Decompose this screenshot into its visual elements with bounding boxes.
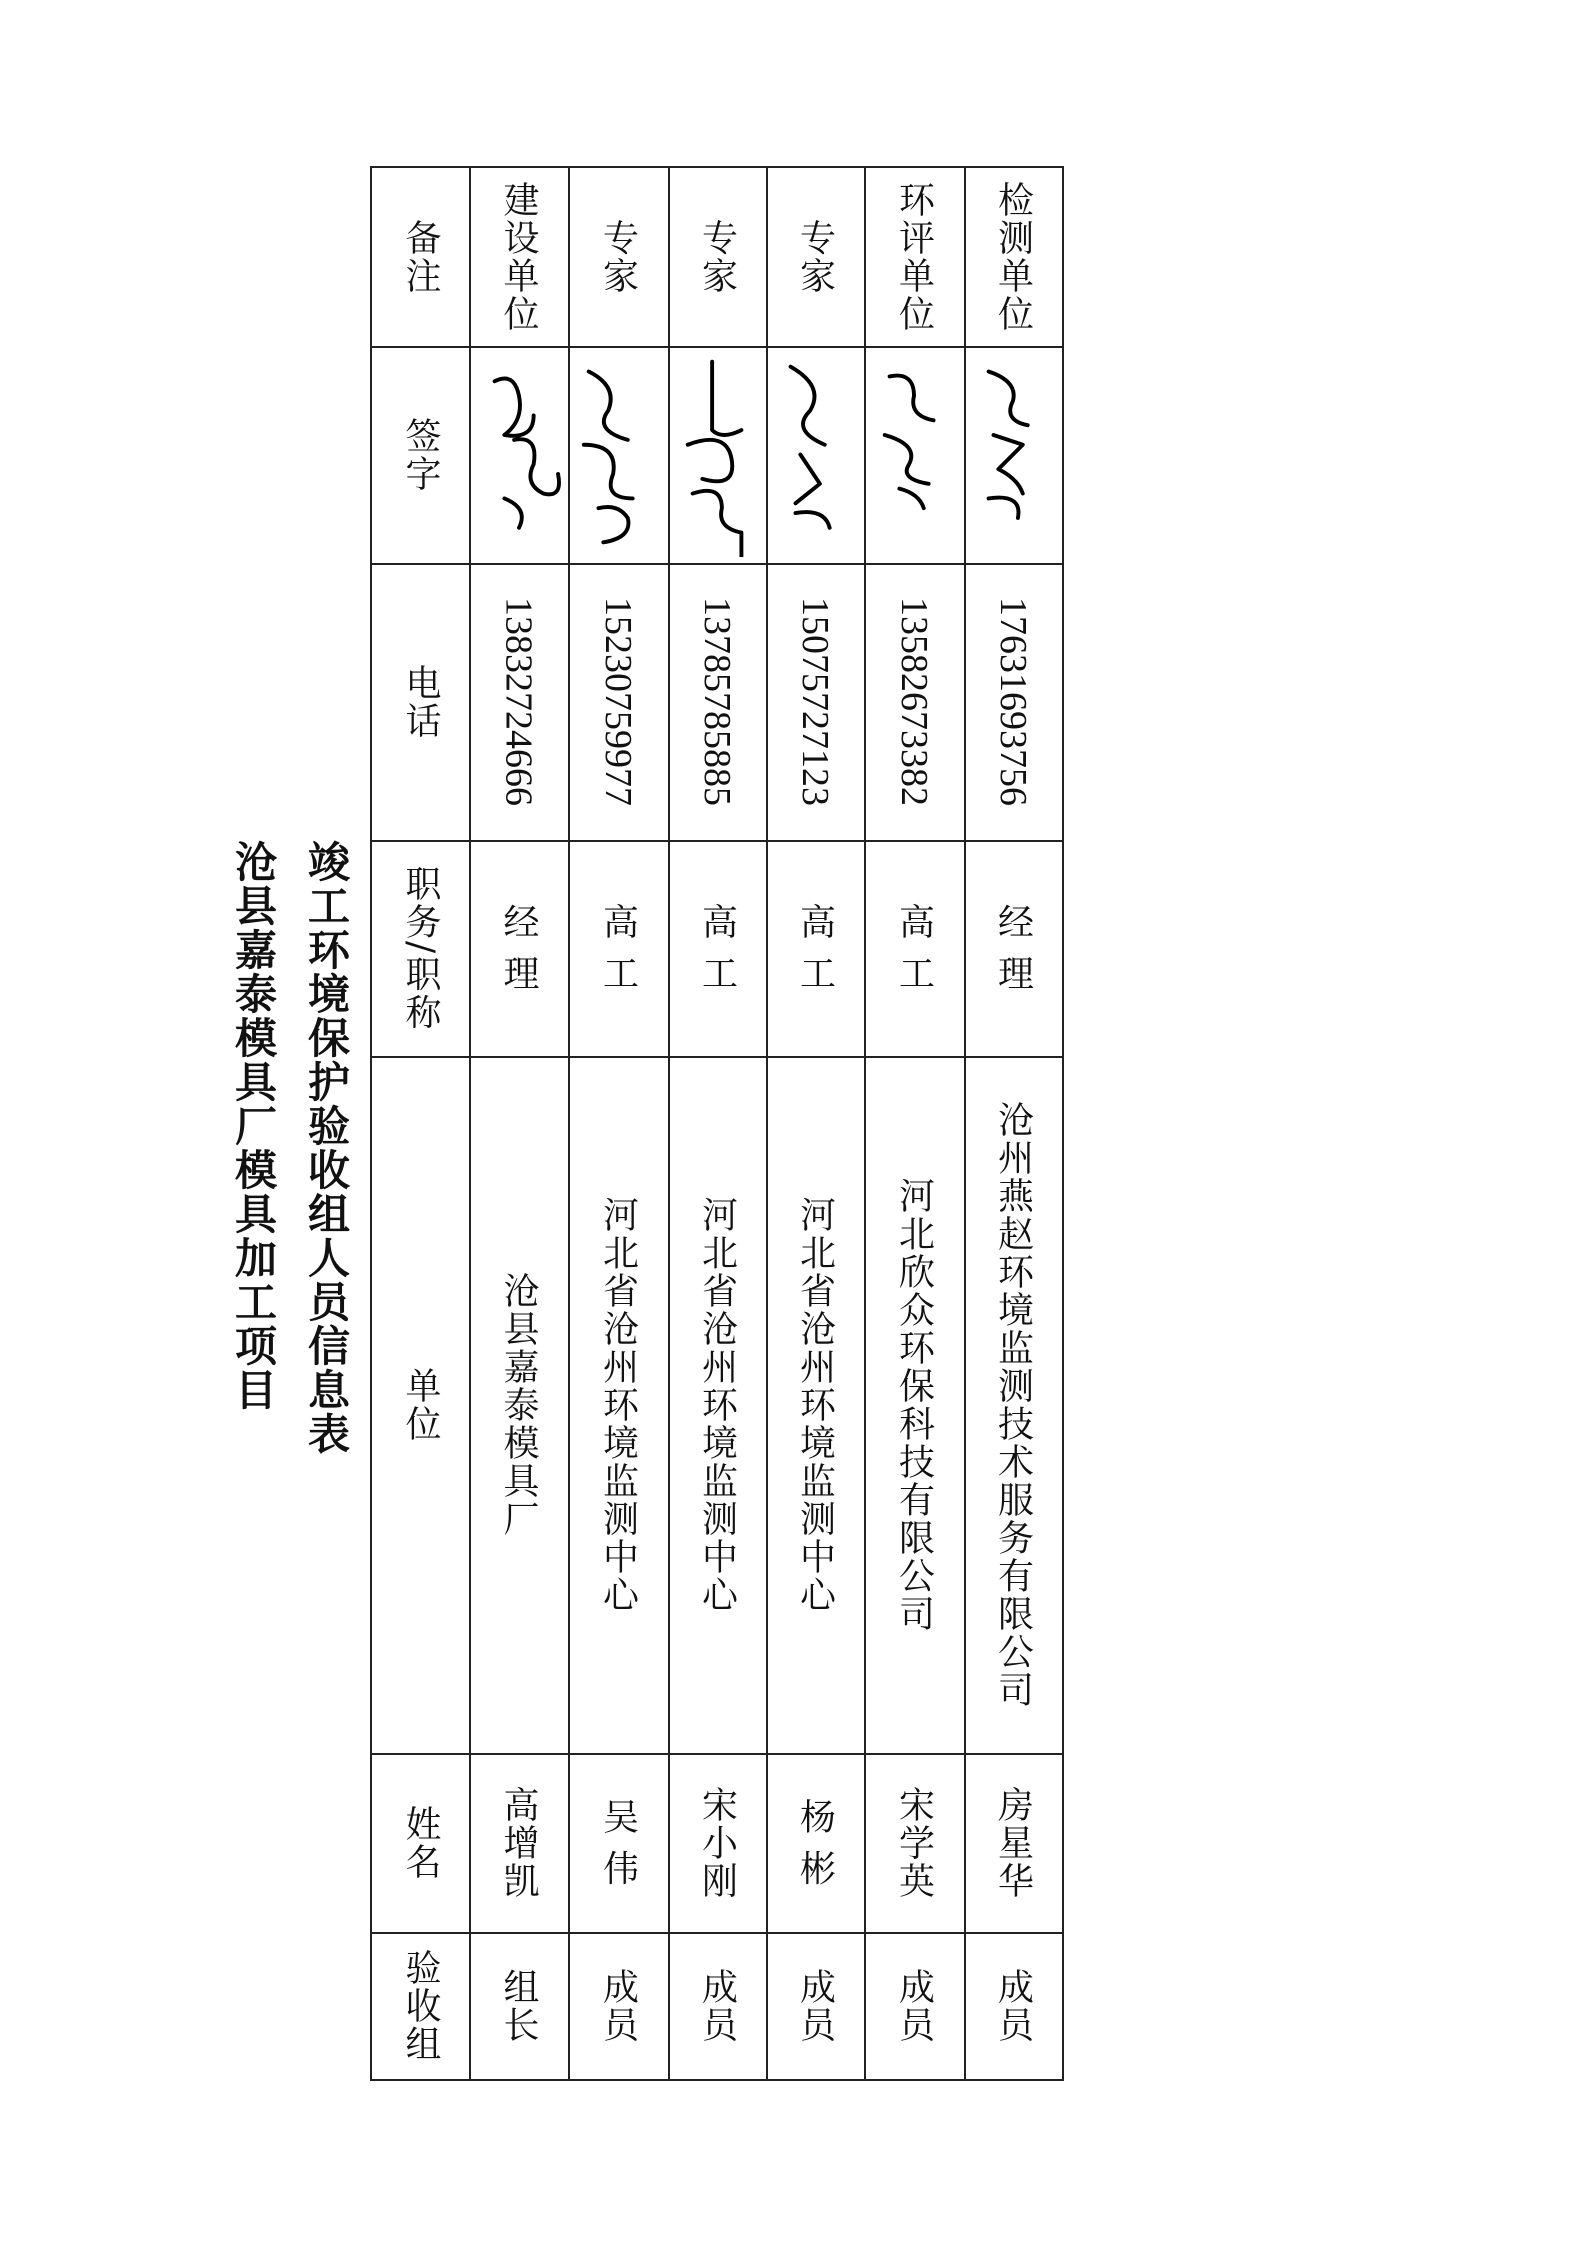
row-position <box>469 840 568 1056</box>
row-position-text: 经 理 <box>992 903 1034 993</box>
signature-stroke <box>688 362 742 557</box>
row-group-text: 成员 <box>597 1967 639 2044</box>
row-unit-text: 河北省沧州环境监测中心 <box>696 1195 738 1614</box>
row-unit-text: 河北省沧州环境监测中心 <box>794 1195 836 1614</box>
signature-stroke <box>791 367 830 528</box>
row-remark <box>964 168 1062 346</box>
header-signature <box>372 346 469 563</box>
header-remark-text: 备注 <box>400 219 441 295</box>
document-title: 沧县嘉泰模具厂模具加工项目 <box>229 840 278 1412</box>
row-name-text: 吴 伟 <box>597 1797 639 1888</box>
row-unit <box>964 1056 1062 1753</box>
row-remark-text: 环评单位 <box>893 181 935 333</box>
row-group-text: 成员 <box>992 1967 1034 2044</box>
row-group <box>766 1932 864 2079</box>
row-phone-text: 17631693756 <box>992 597 1034 806</box>
handwritten-signature <box>870 352 958 557</box>
row-unit-text: 河北欣众环保科技有限公司 <box>893 1176 935 1633</box>
row-remark-text: 专家 <box>794 219 836 295</box>
header-unit <box>372 1056 469 1753</box>
row-group-text: 组长 <box>498 1967 539 2044</box>
acceptance-table <box>370 166 1064 2081</box>
header-position-text: 职务/职称 <box>400 864 441 1032</box>
row-position <box>668 840 766 1056</box>
row-phone <box>568 563 668 840</box>
handwritten-signature <box>475 352 563 557</box>
row-remark-text: 建设单位 <box>498 181 539 333</box>
row-group-text: 成员 <box>794 1967 836 2044</box>
header-group <box>372 1932 469 2079</box>
header-signature-text: 签字 <box>400 416 441 493</box>
row-position <box>568 840 668 1056</box>
document-subtitle: 竣工环境保护验收组人员信息表 <box>302 840 351 1456</box>
row-position <box>766 840 864 1056</box>
signature-stroke <box>885 376 934 509</box>
row-phone <box>864 563 964 840</box>
row-name <box>668 1753 766 1932</box>
row-unit-text: 沧县嘉泰模具厂 <box>498 1271 539 1538</box>
header-phone-text: 电话 <box>400 663 441 740</box>
handwritten-signature <box>969 352 1057 557</box>
row-phone-text: 13582673382 <box>893 597 935 806</box>
row-position-text: 经 理 <box>498 903 539 993</box>
handwritten-signature <box>673 352 761 557</box>
row-name <box>864 1753 964 1932</box>
row-name-text: 房星华 <box>992 1785 1034 1900</box>
header-name-text: 姓名 <box>400 1804 441 1881</box>
row-group <box>668 1932 766 2079</box>
header-name <box>372 1753 469 1932</box>
row-position-text: 高 工 <box>597 903 639 993</box>
signature-stroke <box>494 378 558 527</box>
row-position-text: 高 工 <box>893 903 935 993</box>
row-remark-text: 专家 <box>696 219 738 295</box>
signature-cell <box>766 346 864 563</box>
row-remark <box>864 168 964 346</box>
row-position-text: 高 工 <box>696 903 738 993</box>
row-name-text: 宋小刚 <box>696 1785 738 1900</box>
row-group <box>469 1932 568 2079</box>
signature-cell <box>568 346 668 563</box>
row-remark <box>469 168 568 346</box>
header-group-text: 验收组 <box>400 1948 441 2063</box>
row-phone <box>766 563 864 840</box>
row-remark-text: 检测单位 <box>992 181 1034 333</box>
signature-cell <box>964 346 1062 563</box>
row-remark <box>668 168 766 346</box>
row-phone <box>469 563 568 840</box>
row-name-text: 宋学英 <box>893 1785 935 1900</box>
row-name-text: 高增凯 <box>498 1785 539 1900</box>
row-position <box>864 840 964 1056</box>
signature-cell <box>864 346 964 563</box>
row-unit-text: 河北省沧州环境监测中心 <box>597 1195 639 1614</box>
row-position-text: 高 工 <box>794 903 836 993</box>
row-name <box>766 1753 864 1932</box>
row-position <box>964 840 1062 1056</box>
row-phone-text: 15230759977 <box>597 597 639 806</box>
row-group-text: 成员 <box>696 1967 738 2044</box>
signature-cell <box>469 346 568 563</box>
header-position <box>372 840 469 1056</box>
row-name-text: 杨 彬 <box>794 1797 836 1888</box>
row-unit-text: 沧州燕赵环境监测技术服务有限公司 <box>992 1100 1034 1709</box>
row-group <box>568 1932 668 2079</box>
row-unit <box>469 1056 568 1753</box>
row-phone-text: 15075727123 <box>794 597 836 806</box>
header-remark <box>372 168 469 346</box>
row-phone-text: 13785785885 <box>696 597 738 806</box>
signature-stroke <box>584 372 633 543</box>
row-unit <box>568 1056 668 1753</box>
row-remark-text: 专家 <box>597 219 639 295</box>
row-phone-text: 13832724666 <box>497 597 540 806</box>
row-unit <box>766 1056 864 1753</box>
signature-cell <box>668 346 766 563</box>
row-unit <box>864 1056 964 1753</box>
row-phone <box>668 563 766 840</box>
row-remark <box>568 168 668 346</box>
row-group <box>964 1932 1062 2079</box>
row-unit <box>668 1056 766 1753</box>
row-phone <box>964 563 1062 840</box>
handwritten-signature <box>771 352 859 557</box>
row-name <box>964 1753 1062 1932</box>
row-name <box>469 1753 568 1932</box>
header-phone <box>372 563 469 840</box>
row-name <box>568 1753 668 1932</box>
handwritten-signature <box>574 352 662 557</box>
row-group-text: 成员 <box>893 1967 935 2044</box>
header-unit-text: 单位 <box>400 1366 441 1443</box>
signature-stroke <box>989 372 1028 518</box>
row-group <box>864 1932 964 2079</box>
row-remark <box>766 168 864 346</box>
